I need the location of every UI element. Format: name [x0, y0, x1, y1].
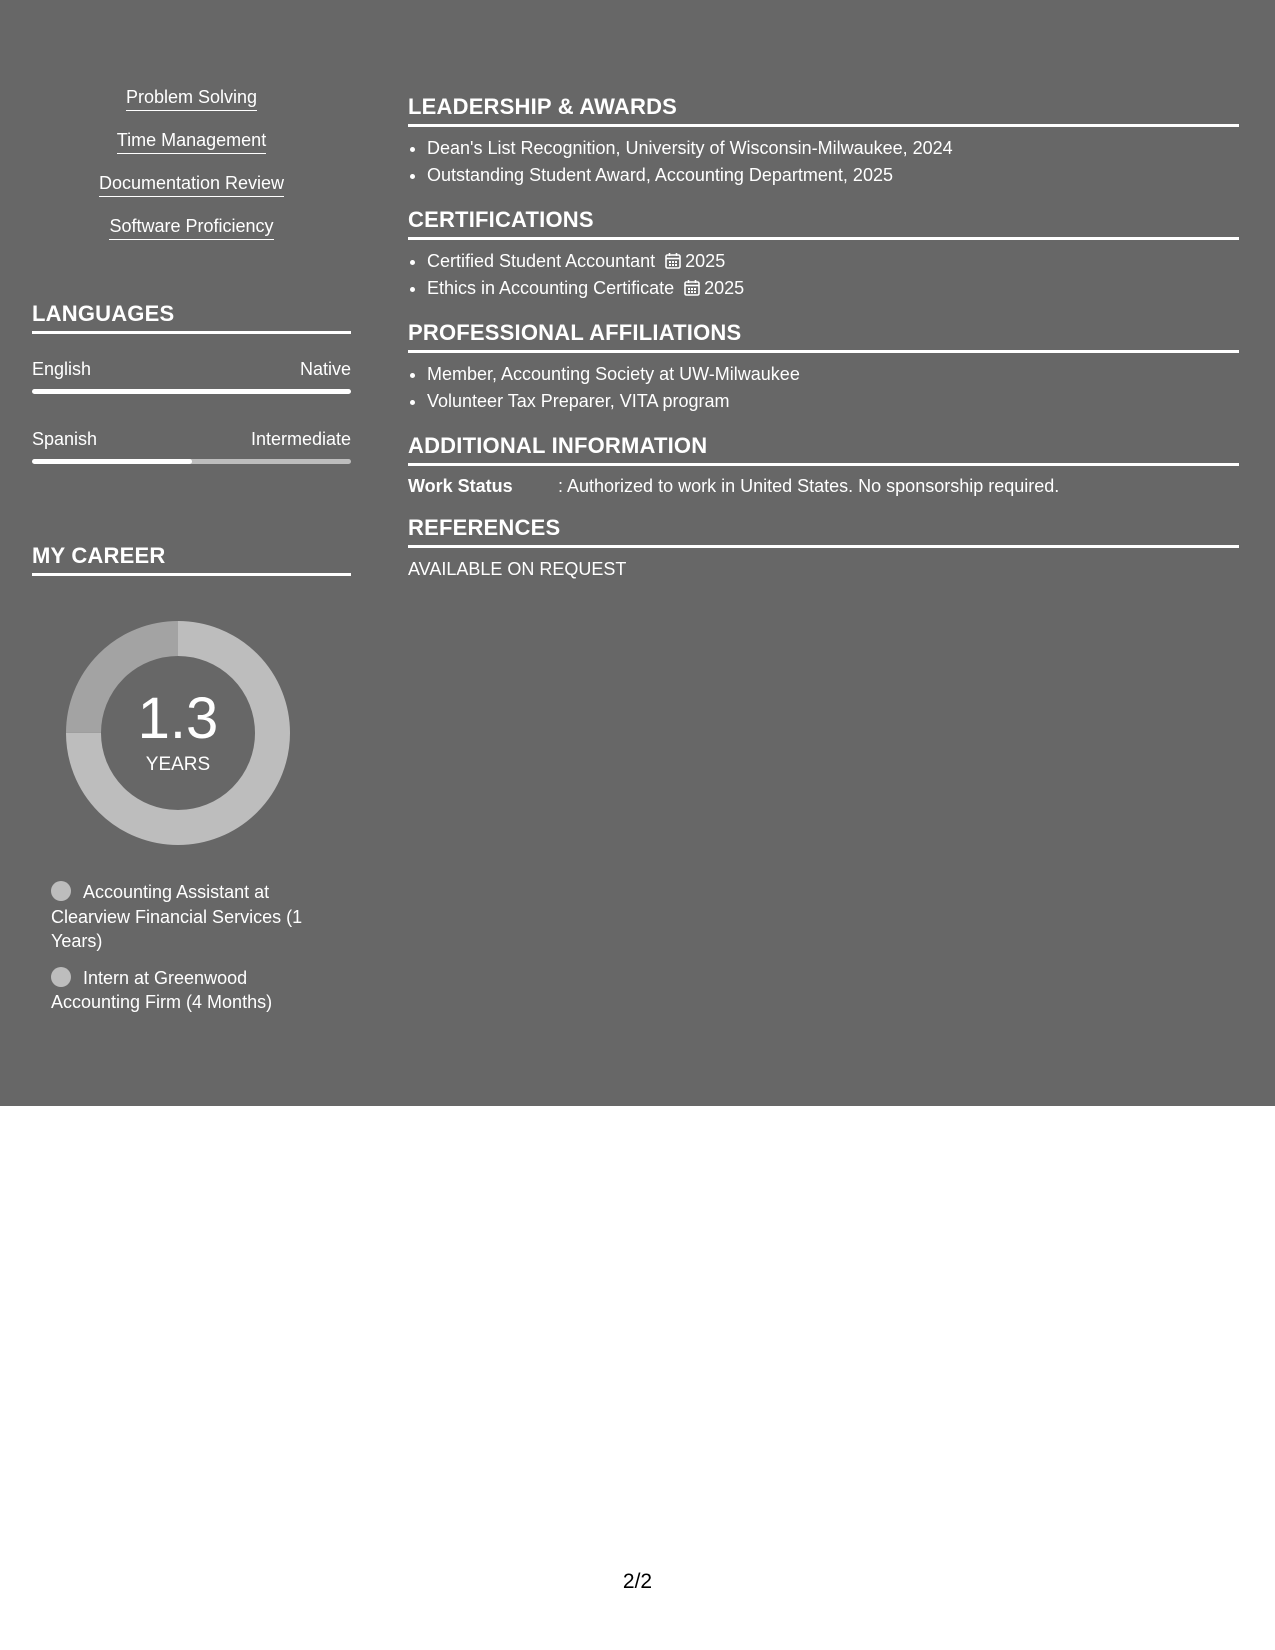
language-bar-fill	[32, 389, 351, 394]
list-item: • Dean's List Recognition, University of Wisconsin-Milwaukee, 2024	[427, 135, 1239, 162]
bullet-dot-icon	[51, 967, 71, 987]
bullet-dot-icon	[51, 881, 71, 901]
list-item: • Member, Accounting Society at UW-Milwaukee	[427, 361, 1239, 388]
skill-item: Documentation Review	[99, 173, 284, 197]
language-name: Spanish	[32, 429, 98, 449]
certifications-list	[408, 248, 1239, 302]
certification-year: 2025	[704, 278, 745, 298]
work-status-row	[408, 475, 1239, 497]
skill-item: Software Proficiency	[109, 216, 273, 240]
career-years-label: YEARS	[145, 754, 211, 775]
right-column	[408, 94, 1239, 580]
language-bar	[32, 389, 351, 394]
career-item-label: Accounting Assistant at Clearview Financial Services (1 Years)	[51, 882, 303, 951]
language-level: Native	[299, 359, 351, 379]
leadership-list	[408, 135, 1239, 189]
language-spanish	[32, 428, 351, 464]
certifications-heading: CERTIFICATIONS	[408, 207, 1239, 240]
calendar-icon	[665, 252, 681, 269]
certification-year: 2025	[685, 251, 726, 271]
languages-heading: LANGUAGES	[32, 301, 351, 334]
career-item	[51, 966, 321, 1015]
affiliations-heading: PROFESSIONAL AFFILIATIONS	[408, 320, 1239, 353]
skill-item: Problem Solving	[126, 87, 257, 111]
list-item	[427, 248, 1239, 275]
calendar-icon	[684, 279, 700, 296]
language-bar-fill	[32, 459, 192, 464]
language-english	[32, 358, 351, 394]
career-heading: MY CAREER	[32, 543, 351, 576]
language-bar	[32, 459, 351, 464]
career-list	[51, 880, 321, 1027]
affiliations-list	[408, 361, 1239, 415]
certification-name: Certified Student Accountant	[427, 251, 656, 271]
career-donut-chart	[66, 621, 290, 845]
page-number: 2/2	[622, 1570, 653, 1593]
certification-name: Ethics in Accounting Certificate	[427, 278, 675, 298]
work-status-label: Work Status	[408, 476, 513, 496]
language-level: Intermediate	[250, 429, 351, 449]
career-item	[51, 880, 321, 954]
list-item: • Volunteer Tax Preparer, VITA program	[427, 388, 1239, 415]
skills-list	[32, 87, 351, 259]
skill-item: Time Management	[117, 130, 266, 154]
career-total-years: 1.3	[137, 686, 219, 751]
career-item-label: Intern at Greenwood Accounting Firm (4 Months)	[51, 967, 273, 1012]
list-item: • Outstanding Student Award, Accounting Department, 2025	[427, 162, 1239, 189]
work-status-value: : Authorized to work in United States. No sponsorship required.	[558, 476, 1060, 496]
list-item	[427, 275, 1239, 302]
references-text: AVAILABLE ON REQUEST	[408, 559, 627, 579]
language-name: English	[32, 359, 92, 379]
references-heading: REFERENCES	[408, 515, 1239, 548]
additional-info-heading: ADDITIONAL INFORMATION	[408, 433, 1239, 466]
leadership-heading: LEADERSHIP & AWARDS	[408, 94, 1239, 127]
